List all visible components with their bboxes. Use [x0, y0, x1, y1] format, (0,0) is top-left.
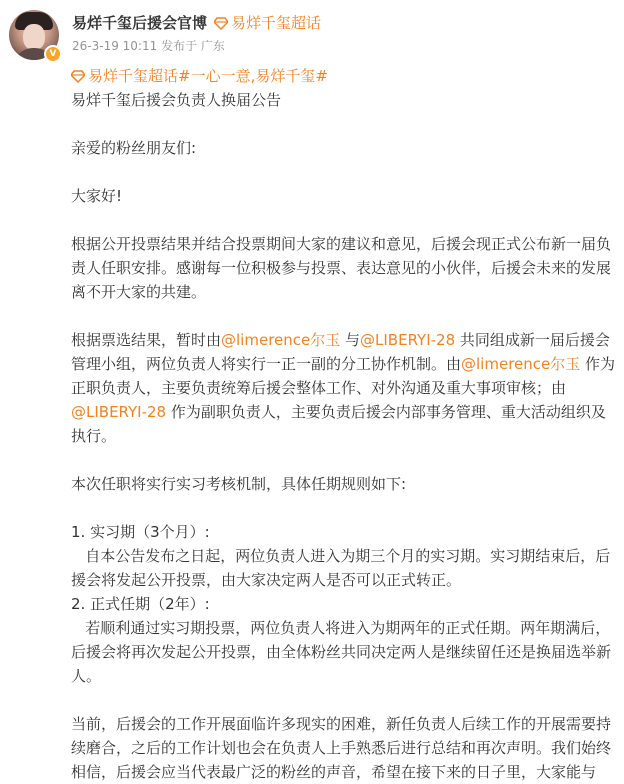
avatar-face [23, 24, 45, 50]
p2-line [71, 328, 616, 352]
super-topic-label: 易烊千玺超话 [231, 14, 322, 32]
rule2-line: 人。 [71, 667, 102, 685]
p2-text: 根据票选结果，暂时由 [71, 331, 222, 349]
hello: 大家好! [71, 187, 123, 205]
topic-text: 易烊千玺超话#一心一意,易烊千玺# [88, 67, 328, 85]
p2-line [71, 352, 616, 376]
post-title: 易烊千玺后援会负责人换届公告 [71, 91, 282, 109]
p2-text: 共同组成新一届后援会 [455, 331, 610, 349]
post-content [71, 64, 616, 784]
p2-text: 与 [340, 331, 361, 349]
super-topic-diamond-icon [214, 16, 228, 30]
author-name[interactable]: 易烊千玺后援会官博 [72, 14, 208, 32]
rule1-line: 援会将发起公开投票，由大家决定两人是否可以正式转正。 [71, 571, 462, 589]
mention-limerence[interactable]: @limerence尔玉 [221, 331, 341, 349]
post-meta [72, 37, 225, 54]
super-topic-link[interactable] [214, 12, 321, 33]
p2-line: 执行。 [71, 427, 117, 445]
rule1-title: 1. 实习期（3个月）: [71, 523, 210, 541]
p2-line [71, 400, 616, 424]
topic-line[interactable] [71, 64, 616, 88]
p3: 本次任职将实行实习考核机制，具体任期规则如下: [71, 475, 407, 493]
rule2-line: 后援会将再次发起公开投票，由全体粉丝共同决定两人是继续留任还是换届选举新 [71, 643, 612, 661]
p2-line: 正职负责人，主要负责统筹后援会整体工作、对外沟通及重大事项审核；由 [71, 379, 567, 397]
greeting: 亲爱的粉丝朋友们: [71, 139, 197, 157]
verified-badge-icon: V [44, 45, 62, 63]
p4-line: 相信，后援会应当代表最广泛的粉丝的声音，希望在接下来的日子里，大家能与 [71, 763, 597, 781]
topic-diamond-icon [71, 69, 85, 83]
rule2-line: 若顺利通过实习期投票，两位负责人将进入为期两年的正式任期。两年期满后， [71, 619, 611, 637]
rule2-title: 2. 正式任期（2年）: [71, 595, 210, 613]
p2-text: 作为副职负责人，主要负责后援会内部事务管理、重大活动组织及 [166, 403, 606, 421]
mention-liberyi[interactable]: @LIBERYI-28 [360, 331, 456, 349]
post-source: 发布于 广东 [161, 39, 225, 53]
mention-limerence[interactable]: @limerence尔玉 [461, 355, 581, 373]
p1-line: 责人任职安排。感谢每一位积极参与投票、表达意见的小伙伴，后援会未来的发展 [71, 259, 612, 277]
p4-line: 当前，后援会的工作开展面临许多现实的困难，新任负责人后续工作的开展需要持 [71, 715, 612, 733]
rule1-line: 自本公告发布之日起，两位负责人进入为期三个月的实习期。实习期结束后，后 [71, 547, 611, 565]
p1-line: 离不开大家的共建。 [71, 283, 207, 301]
mention-liberyi[interactable]: @LIBERYI-28 [71, 403, 167, 421]
p4-line: 续磨合，之后的工作计划也会在负责人上手熟悉后进行总结和再次声明。我们始终 [71, 739, 612, 757]
post-time[interactable]: 26-3-19 10:11 [72, 39, 158, 53]
p2-text: 管理小组，两位负责人将实行一正一副的分工协作机制。由 [71, 355, 462, 373]
p1-line: 根据公开投票结果并结合投票期间大家的建议和意见，后援会现正式公布新一届负 [71, 235, 612, 253]
p2-text: 作为 [580, 355, 616, 373]
